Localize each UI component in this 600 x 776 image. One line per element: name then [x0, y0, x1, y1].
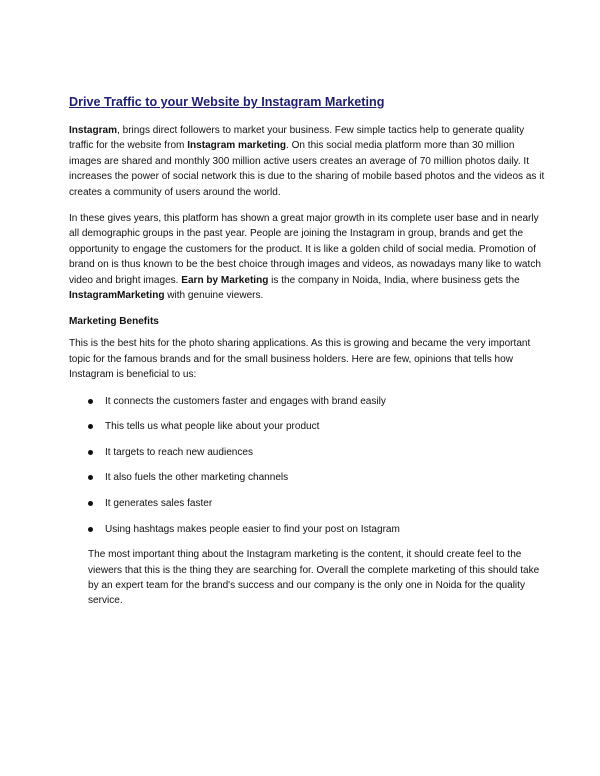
- benefits-paragraph: This is the best hits for the photo sharing applications. As this is growing and became the very important topic for the famous brands and for the small business holders. Here are few, opinions that tells how Instagram is beneficial to us:: [69, 338, 531, 381]
- document-body: [69, 94, 545, 620]
- growth-text-3: with genuine viewers.: [164, 290, 264, 302]
- page-title: Drive Traffic to your Website by Instagram Marketing: [69, 95, 385, 109]
- growth-text-1: In these gives years, this platform has shown a great major growth in its complete user base and in nearly all demographic groups in the past year. People are joining the Instagram in group, brands and get the opportunity to engage the customers for the product. It is like a golden child of social media. Promotion of brand on is thus known to be the best choice through images and videos, as nowadays many like to watch video and bright images.: [69, 213, 541, 286]
- bold-instagram: Instagram: [69, 125, 118, 136]
- benefits-heading: Marketing Benefits: [69, 316, 159, 328]
- list-item-text: This tells us what people like about your product: [105, 421, 320, 433]
- bullet-icon: [88, 399, 93, 404]
- list-item: [69, 445, 545, 460]
- benefits-list: [69, 394, 545, 537]
- list-item: [69, 419, 545, 434]
- bold-instagrammarketing: InstagramMarketing: [69, 290, 165, 302]
- intro-text-1: , brings direct followers to market your business. Few simple tactics help to generate quality traffic for the website from: [69, 125, 525, 152]
- bullet-icon: [88, 424, 93, 429]
- bold-earn-by-marketing: Earn by Marketing: [181, 274, 269, 286]
- list-item: [69, 470, 545, 485]
- bullet-icon: [88, 475, 93, 480]
- list-item: [69, 522, 545, 537]
- list-item-text: It targets to reach new audiences: [105, 446, 254, 458]
- intro-paragraph: [69, 123, 545, 200]
- bullet-icon: [88, 450, 93, 455]
- intro-text-2: . On this social media platform more than 30 million images are shared and monthly 300 million active users creates an average of 70 million photos daily. It increases the power of social network this is due to the sharing of mobile based photos and the videos as it creates a community of users around the world.: [69, 140, 545, 198]
- list-item-text: It connects the customers faster and engages with brand easily: [105, 395, 386, 407]
- bullet-icon: [88, 501, 93, 506]
- bold-instagram-marketing: Instagram marketing: [187, 140, 287, 152]
- list-item: [69, 394, 545, 409]
- list-item-text: Using hashtags makes people easier to find your post on Istagram: [105, 523, 400, 535]
- list-item-text: It also fuels the other marketing channels: [105, 472, 289, 484]
- growth-text-2: is the company in Noida, India, where business gets the: [268, 274, 520, 286]
- list-item-text: It generates sales faster: [105, 498, 213, 510]
- growth-paragraph: [69, 211, 545, 303]
- bullet-icon: [88, 527, 93, 532]
- closing-paragraph: The most important thing about the Instagram marketing is the content, it should create feel to the viewers that this is the thing they are searching for. Overall the complete marketing of this should take by an expert team for the brand's success and our company is the only one in Noida for the quality service.: [88, 549, 540, 607]
- list-item: [69, 496, 545, 511]
